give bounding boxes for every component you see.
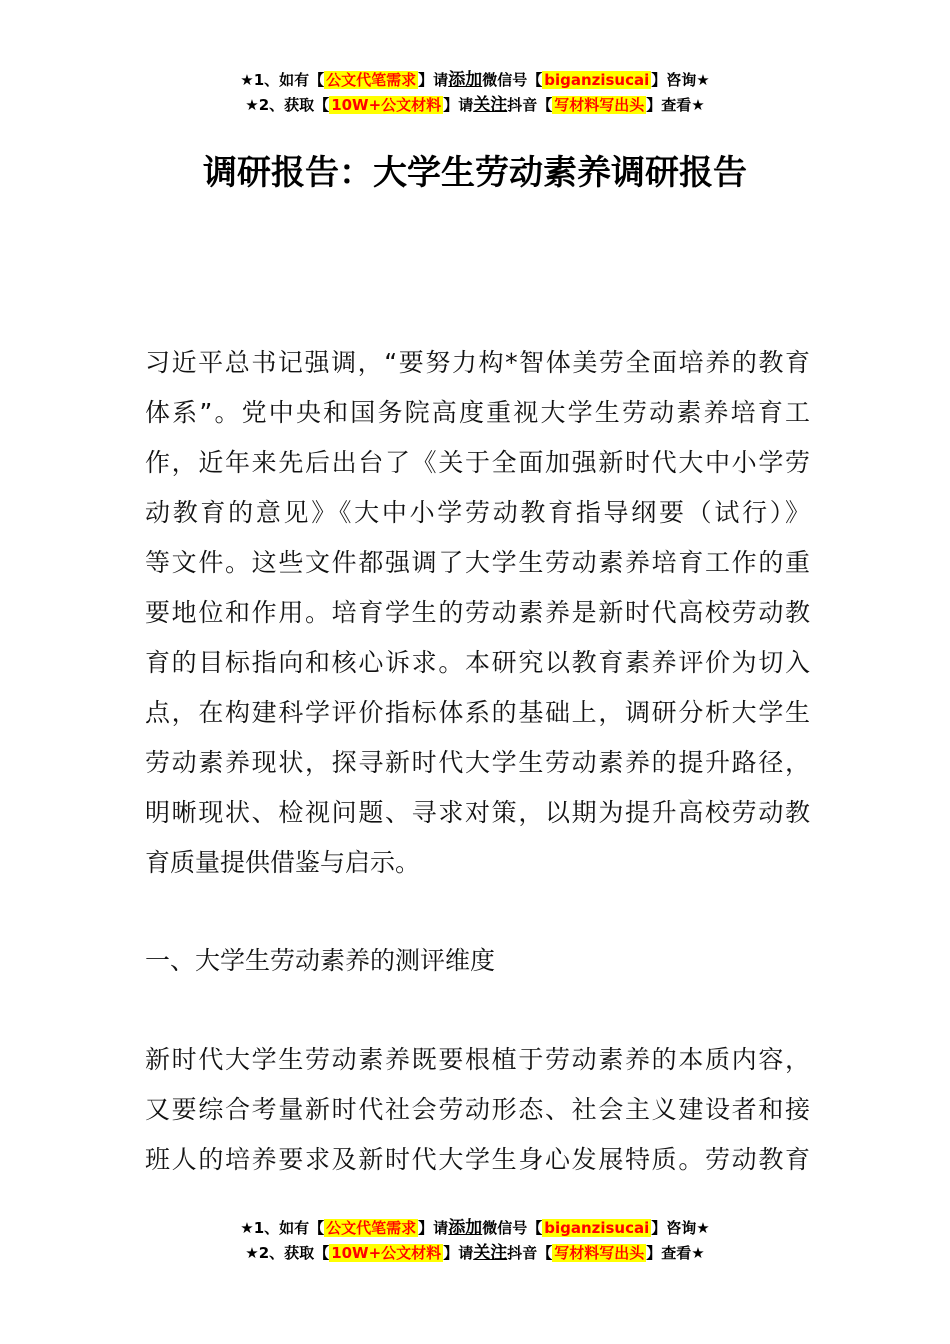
text-line: 习近平总书记强调，“要努力构*智体美劳全面培养的教育 bbox=[145, 348, 810, 377]
promo-text: 】请 bbox=[443, 96, 474, 114]
promo-line-2 bbox=[0, 1241, 950, 1266]
promo-douyin-id: 写材料写出头 bbox=[554, 1244, 645, 1262]
promo-emphasis: 关注 bbox=[473, 1243, 508, 1263]
promo-text: 】请 bbox=[443, 1244, 474, 1262]
promo-text: 】咨询★ bbox=[651, 71, 710, 89]
promo-banner-top bbox=[0, 68, 950, 118]
paragraph-intro bbox=[145, 338, 810, 888]
promo-text: 】请 bbox=[418, 1219, 449, 1237]
promo-text: 】查看★ bbox=[646, 96, 705, 114]
paragraph-dimensions bbox=[145, 1035, 810, 1185]
text-line: 育质量提供借鉴与启示。 bbox=[145, 848, 421, 877]
text-line: 点，在构建科学评价指标体系的基础上，调研分析大学生 bbox=[145, 698, 810, 727]
promo-banner-bottom bbox=[0, 1216, 950, 1266]
promo-text: 微信号【 bbox=[482, 1219, 543, 1237]
promo-text: ★1、如有【 bbox=[240, 71, 325, 89]
promo-highlight: 公文代笔需求 bbox=[326, 1219, 417, 1237]
promo-text: ★2、获取【 bbox=[245, 96, 330, 114]
promo-wechat-id: biganzisucai bbox=[544, 1219, 650, 1237]
promo-highlight: 10W+公文材料 bbox=[331, 96, 442, 114]
promo-emphasis: 关注 bbox=[473, 95, 508, 115]
promo-text: ★2、获取【 bbox=[245, 1244, 330, 1262]
text-line: 育的目标指向和核心诉求。本研究以教育素养评价为切入 bbox=[145, 648, 810, 677]
promo-text: ★1、如有【 bbox=[240, 1219, 325, 1237]
text-line: 体系”。党中央和国务院高度重视大学生劳动素养培育工 bbox=[145, 398, 810, 427]
promo-highlight: 10W+公文材料 bbox=[331, 1244, 442, 1262]
text-line: 劳动素养现状，探寻新时代大学生劳动素养的提升路径， bbox=[145, 748, 810, 777]
promo-emphasis: 添加 bbox=[448, 70, 483, 90]
promo-line-1 bbox=[0, 1216, 950, 1241]
text-line: 明晰现状、检视问题、寻求对策，以期为提升高校劳动教 bbox=[145, 798, 810, 827]
promo-text: 抖音【 bbox=[507, 96, 553, 114]
text-line: 班人的培养要求及新时代大学生身心发展特质。劳动教育 bbox=[145, 1145, 810, 1174]
promo-emphasis: 添加 bbox=[448, 1218, 483, 1238]
text-line: 动教育的意见》《大中小学劳动教育指导纲要（试行）》 bbox=[145, 498, 810, 527]
promo-text: 微信号【 bbox=[482, 71, 543, 89]
section-heading: 一、大学生劳动素养的测评维度 bbox=[145, 946, 496, 975]
promo-text: 抖音【 bbox=[507, 1244, 553, 1262]
promo-douyin-id: 写材料写出头 bbox=[554, 96, 645, 114]
text-line: 又要综合考量新时代社会劳动形态、社会主义建设者和接 bbox=[145, 1095, 810, 1124]
text-line: 作，近年来先后出台了《关于全面加强新时代大中小学劳 bbox=[145, 448, 810, 477]
promo-line-2 bbox=[0, 93, 950, 118]
promo-highlight: 公文代笔需求 bbox=[326, 71, 417, 89]
text-line: 等文件。这些文件都强调了大学生劳动素养培育工作的重 bbox=[145, 548, 810, 577]
promo-text: 】请 bbox=[418, 71, 449, 89]
text-line: 新时代大学生劳动素养既要根植于劳动素养的本质内容， bbox=[145, 1045, 810, 1074]
promo-wechat-id: biganzisucai bbox=[544, 71, 650, 89]
promo-line-1 bbox=[0, 68, 950, 93]
promo-text: 】咨询★ bbox=[651, 1219, 710, 1237]
promo-text: 】查看★ bbox=[646, 1244, 705, 1262]
text-line: 要地位和作用。培育学生的劳动素养是新时代高校劳动教 bbox=[145, 598, 810, 627]
document-title: 调研报告：大学生劳动素养调研报告 bbox=[203, 153, 747, 193]
